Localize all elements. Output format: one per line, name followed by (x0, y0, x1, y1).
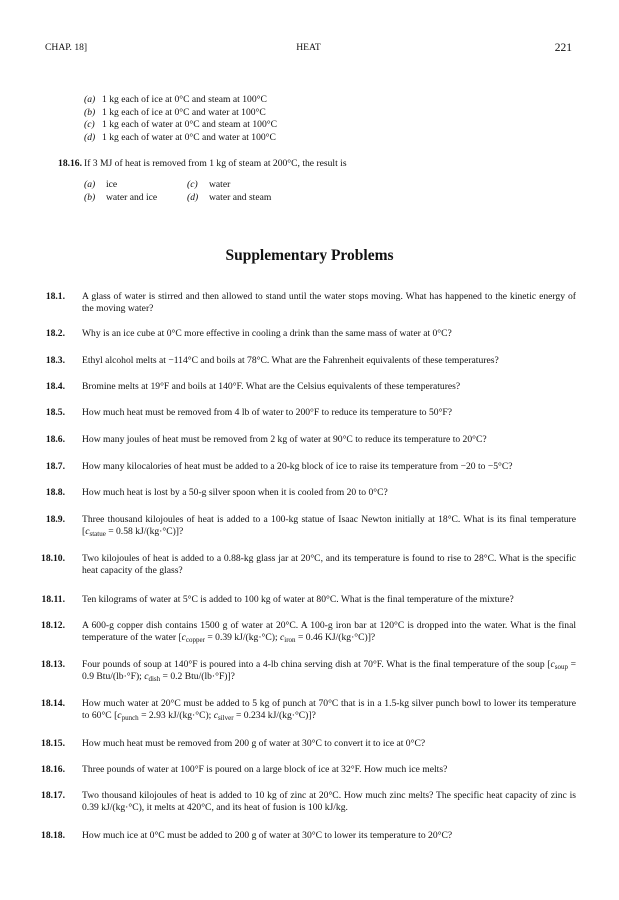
text-segment: = 0.58 kJ/(kg·°C)]? (105, 526, 184, 538)
option-label: (c) (84, 119, 95, 131)
problem-text: How much heat must be removed from 4 lb of water to 200°F to reduce its temperature to 50°F? (82, 407, 453, 418)
supplementary-problem (20, 407, 576, 419)
variable: c (144, 671, 149, 683)
problem-text: How much ice at 0°C must be added to 200 g of water at 30°C to lower its temperature to 20°C? (82, 830, 453, 841)
problem-number: 18.14. (41, 698, 65, 709)
option-text: 1 kg each of ice at 0°C and steam at 100°C (102, 94, 267, 105)
problem-text: Two kilojoules of heat is added to a 0.88-kg glass jar at 20°C, and its temperature is found to rise to 28°C. What is the specific heat capacity of the glass? (82, 553, 576, 577)
problem-text: How many joules of heat must be removed from 2 kg of water at 90°C to reduce its temperature to 20°C? (82, 434, 487, 445)
option-row (84, 119, 277, 132)
supplementary-problem (20, 764, 576, 776)
problem-text: A glass of water is stirred and then allowed to stand until the water stops moving. What has happened to the kinetic energy of the moving water? (82, 291, 576, 315)
problem-18-16 (44, 158, 576, 170)
option-text: water (209, 179, 231, 190)
option-row (84, 107, 277, 120)
supplementary-problem (20, 514, 576, 539)
text-segment: = 0.39 kJ/(kg·°C); (204, 632, 281, 644)
problem-text: Ethyl alcohol melts at −114°C and boils at 78°C. What are the Fahrenheit equivalents of these temperatures? (82, 355, 499, 366)
problem-text: Bromine melts at 19°F and boils at 140°F. What are the Celsius equivalents of these temperatures? (82, 381, 461, 392)
problem-number: 18.17. (41, 790, 65, 801)
supplementary-problem (20, 553, 576, 578)
problem-number: 18.1. (45, 291, 65, 302)
option-text: 1 kg each of water at 0°C and water at 100°C (102, 131, 276, 143)
option-row (84, 132, 277, 145)
supplementary-problem (20, 461, 576, 473)
text-segment: = 2.93 kJ/(kg·°C); (138, 710, 214, 722)
subscript: punch (121, 714, 139, 723)
problem-number: 18.15. (41, 738, 65, 749)
supplementary-problem (20, 659, 576, 684)
subscript: soup (554, 663, 568, 671)
variable: c (280, 632, 285, 644)
problem-text: Three pounds of water at 100°F is poured on a large block of ice at 32°F. How much ice melts? (82, 764, 448, 775)
problem-text: How much heat must be removed from 200 g of water at 30°C to convert it to ice at 0°C? (82, 738, 426, 749)
text-segment: = 0.9 Btu/(lb·°F); (82, 659, 576, 683)
variable: c (117, 710, 122, 722)
option-text: 1 kg each of water at 0°C and steam at 100°C (102, 119, 277, 131)
text-segment: How much water at 20°C must be added to 5 kg of punch at 70°C that is in a 1.5-kg silver punch bowl to lower its temperature to 60°C [ (82, 698, 576, 722)
problem-number: 18.12. (41, 620, 65, 631)
supplementary-problem (20, 830, 576, 842)
problem-number: 18.5. (45, 407, 65, 418)
supplementary-problem (20, 594, 576, 606)
subscript: statue (89, 530, 106, 539)
problem-text (82, 620, 576, 645)
previous-problem-options (84, 94, 277, 144)
problem-number: 18.13. (41, 659, 65, 670)
supplementary-problem (20, 381, 576, 393)
supplementary-problem (20, 355, 576, 367)
problem-number: 18.16. (58, 158, 82, 169)
text-segment: Three thousand kilojoules of heat is added to a 100-kg statue of Isaac Newton initially at 18°C. What is its final temperature [ (82, 514, 576, 538)
problem-number: 18.3. (45, 355, 65, 366)
subscript: silver (218, 714, 234, 723)
problem-number: 18.9. (45, 514, 65, 525)
option-row (84, 94, 277, 107)
variable: c (213, 710, 219, 722)
problem-number: 18.8. (45, 487, 65, 498)
problem-number: 18.4. (45, 381, 65, 392)
supplementary-problem (20, 790, 576, 815)
option-label: (a) (84, 179, 96, 190)
subscript: dish (148, 675, 161, 684)
supplementary-problem (20, 738, 576, 750)
problem-text (82, 514, 576, 539)
text-segment: Four pounds of soup at 140°F is poured into a 4-lb china serving dish at 70°F. What is the final temperature of the soup [ (82, 659, 551, 670)
problem-text (82, 698, 576, 723)
section-title: Supplementary Problems (225, 247, 394, 264)
problem-text (82, 659, 576, 684)
chapter-label: CHAP. 18] (45, 42, 88, 53)
supplementary-problem (20, 434, 576, 446)
problem-text: How many kilocalories of heat must be added to a 20-kg block of ice to raise its temperature from −20 to −5°C? (82, 461, 513, 472)
option-label: (c) (187, 179, 198, 190)
subscript: copper (185, 636, 205, 645)
problem-text: How much heat is lost by a 50-g silver spoon when it is cooled from 20 to 0°C? (82, 487, 388, 498)
text-segment: A 600-g copper dish contains 1500 g of water at 20°C. A 100-g iron bar at 120°C is dropped into the water. What is the final temperature of the water [ (82, 620, 576, 644)
variable: c (85, 526, 90, 538)
problem-number: 18.11. (41, 594, 65, 605)
option-label: (b) (84, 191, 96, 203)
option-label: (d) (84, 131, 96, 143)
option-label: (d) (187, 191, 199, 203)
option-label: (a) (84, 94, 96, 105)
supplementary-problem (20, 328, 576, 340)
option-text: water and ice (106, 191, 158, 203)
problem-text: Two thousand kilojoules of heat is added to 10 kg of zinc at 20°C. How much zinc melts? The specific heat capacity of zinc is 0.39 kJ/(kg·°C), it melts at 420°C, and its heat of fusion is 100 kJ/kg. (82, 790, 576, 814)
option-text: ice (106, 179, 118, 190)
problem-number: 18.2. (45, 328, 65, 339)
problem-number: 18.10. (41, 553, 65, 564)
problem-number: 18.7. (45, 461, 65, 472)
page-number: 221 (554, 42, 572, 54)
problem-text: Ten kilograms of water at 5°C is added to 100 kg of water at 80°C. What is the final temperature of the mixture? (82, 594, 514, 605)
supplementary-problem (20, 487, 576, 499)
running-title: HEAT (296, 42, 321, 53)
problem-number: 18.16. (41, 764, 65, 775)
supplementary-problem (20, 698, 576, 723)
supplementary-problem (20, 620, 576, 645)
supplementary-problem (20, 291, 576, 316)
variable: c (550, 659, 555, 670)
problem-text: If 3 MJ of heat is removed from 1 kg of steam at 200°C, the result is (84, 158, 347, 169)
variable: c (181, 632, 186, 644)
text-segment: = 0.46 KJ/(kg·°C)]? (295, 632, 376, 644)
option-label: (b) (84, 106, 96, 118)
page-header (45, 42, 572, 56)
text-segment: = 0.234 kJ/(kg·°C)]? (233, 710, 316, 722)
problem-number: 18.6. (45, 434, 65, 445)
text-segment: = 0.2 Btu/(lb·°F)]? (160, 671, 235, 683)
subscript: iron (284, 636, 296, 645)
problem-number: 18.18. (41, 830, 65, 841)
option-text: 1 kg each of ice at 0°C and water at 100°C (102, 106, 266, 118)
problem-text: Why is an ice cube at 0°C more effective in cooling a drink than the same mass of water at 0°C? (82, 328, 452, 339)
option-text: water and steam (209, 191, 272, 203)
